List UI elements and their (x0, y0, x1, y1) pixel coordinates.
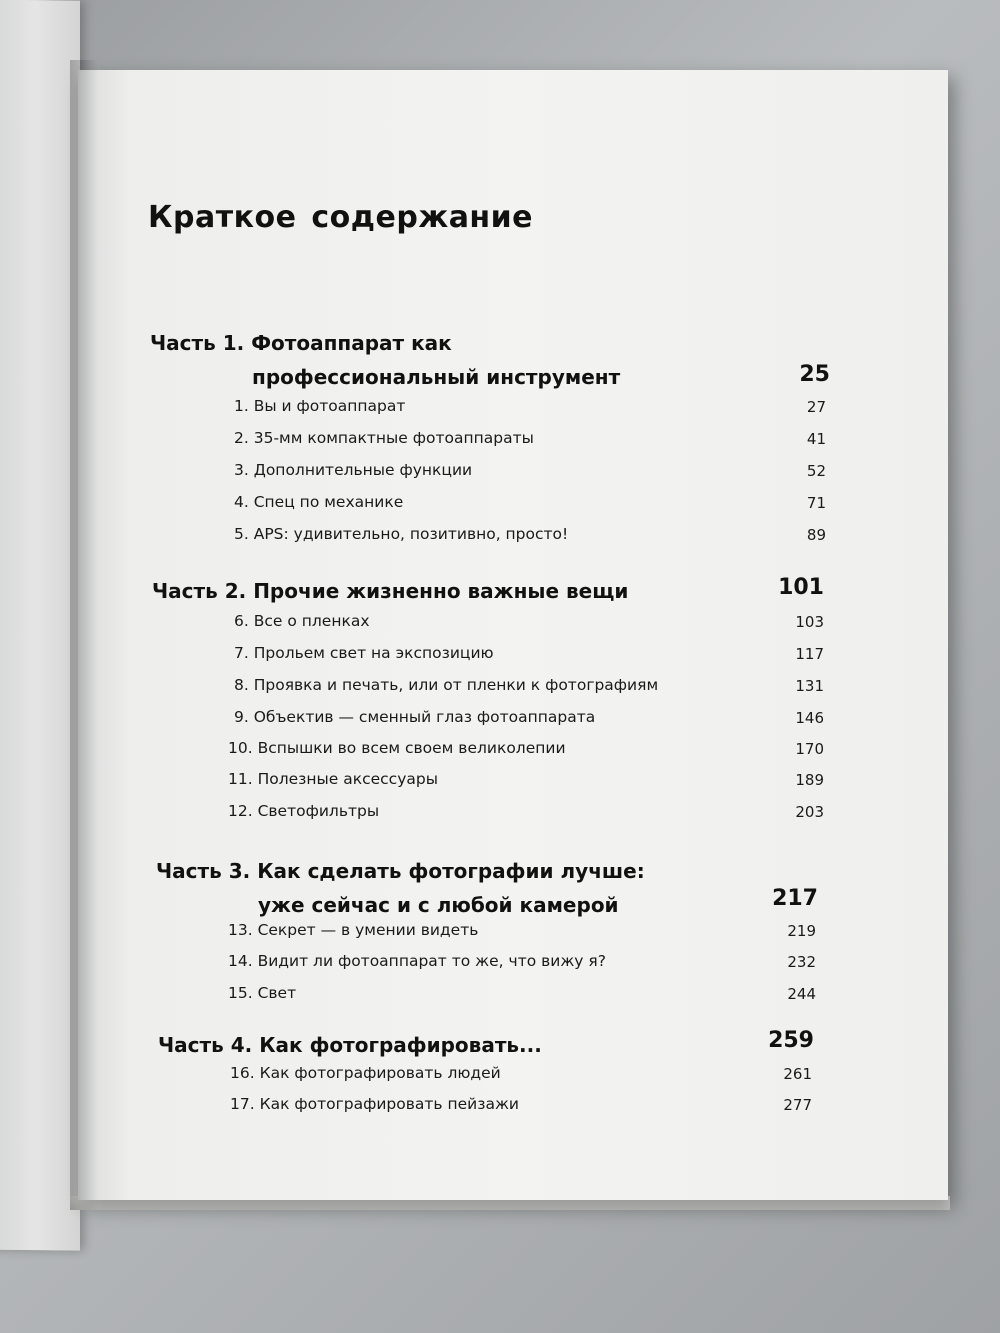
chapter-14-page: 232 (787, 953, 816, 971)
chapter-16: 16. Как фотографировать людей (230, 1064, 501, 1082)
spine-shadow (70, 60, 98, 1210)
chapter-4-page: 71 (806, 494, 826, 512)
chapter-13-page: 219 (787, 922, 816, 940)
facing-page (0, 0, 80, 1251)
chapter-8-page: 131 (795, 677, 824, 695)
chapter-6-page: 103 (795, 613, 824, 631)
chapter-11: 11. Полезные аксессуары (228, 770, 438, 788)
chapter-5: 5. APS: удивительно, позитивно, просто! (234, 525, 569, 543)
part-3-title (156, 854, 796, 922)
part-4-line1: Часть 4. Как фотографировать... (158, 1033, 542, 1057)
toc-title: Краткое содержание (148, 200, 534, 235)
chapter-2: 2. 35-мм компактные фотоаппараты (234, 429, 534, 447)
part-1-page: 25 (799, 362, 830, 387)
chapter-3: 3. Дополнительные функции (234, 461, 473, 479)
chapter-4: 4. Спец по механике (234, 493, 404, 511)
chapter-10-page: 170 (795, 740, 824, 758)
chapter-11-page: 189 (795, 771, 824, 789)
chapter-1-page: 27 (806, 398, 826, 416)
chapter-6: 6. Все о пленках (234, 612, 370, 630)
chapter-15: 15. Свет (228, 984, 297, 1002)
chapter-1: 1. Вы и фотоаппарат (234, 397, 406, 415)
part-2-line1: Часть 2. Прочие жизненно важные вещи (152, 579, 629, 603)
chapter-5-page: 89 (806, 526, 826, 544)
part-3-line2: уже сейчас и с любой камерой (258, 893, 619, 917)
chapter-9-page: 146 (795, 709, 824, 727)
chapter-15-page: 244 (787, 985, 816, 1003)
part-4-page: 259 (768, 1028, 814, 1053)
part-3-line1: Часть 3. Как сделать фотографии лучше: (156, 859, 645, 883)
chapter-16-page: 261 (783, 1065, 812, 1083)
chapter-14: 14. Видит ли фотоаппарат то же, что вижу я? (228, 952, 606, 970)
chapter-17-page: 277 (783, 1096, 812, 1114)
part-1-line2: профессиональный инструмент (252, 365, 621, 389)
part-2-title (152, 574, 772, 608)
part-4-title (158, 1028, 758, 1062)
chapter-7-page: 117 (795, 645, 824, 663)
chapter-12-page: 203 (795, 803, 824, 821)
chapter-9: 9. Объектив — сменный глаз фотоаппарата (234, 708, 596, 726)
chapter-13: 13. Секрет — в умении видеть (228, 921, 479, 939)
part-2-page: 101 (778, 575, 824, 600)
chapter-2-page: 41 (806, 430, 826, 448)
chapter-10: 10. Вспышки во всем своем великолепии (228, 739, 566, 757)
part-1-title (150, 326, 830, 394)
part-1-line1: Часть 1. Фотоаппарат как (150, 331, 452, 355)
part-3-page: 217 (772, 886, 818, 911)
chapter-17: 17. Как фотографировать пейзажи (230, 1095, 519, 1113)
chapter-12: 12. Светофильтры (228, 802, 380, 820)
chapter-8: 8. Проявка и печать, или от пленки к фотографиям (234, 676, 659, 694)
chapter-7: 7. Прольем свет на экспозицию (234, 644, 494, 662)
chapter-3-page: 52 (806, 462, 826, 480)
